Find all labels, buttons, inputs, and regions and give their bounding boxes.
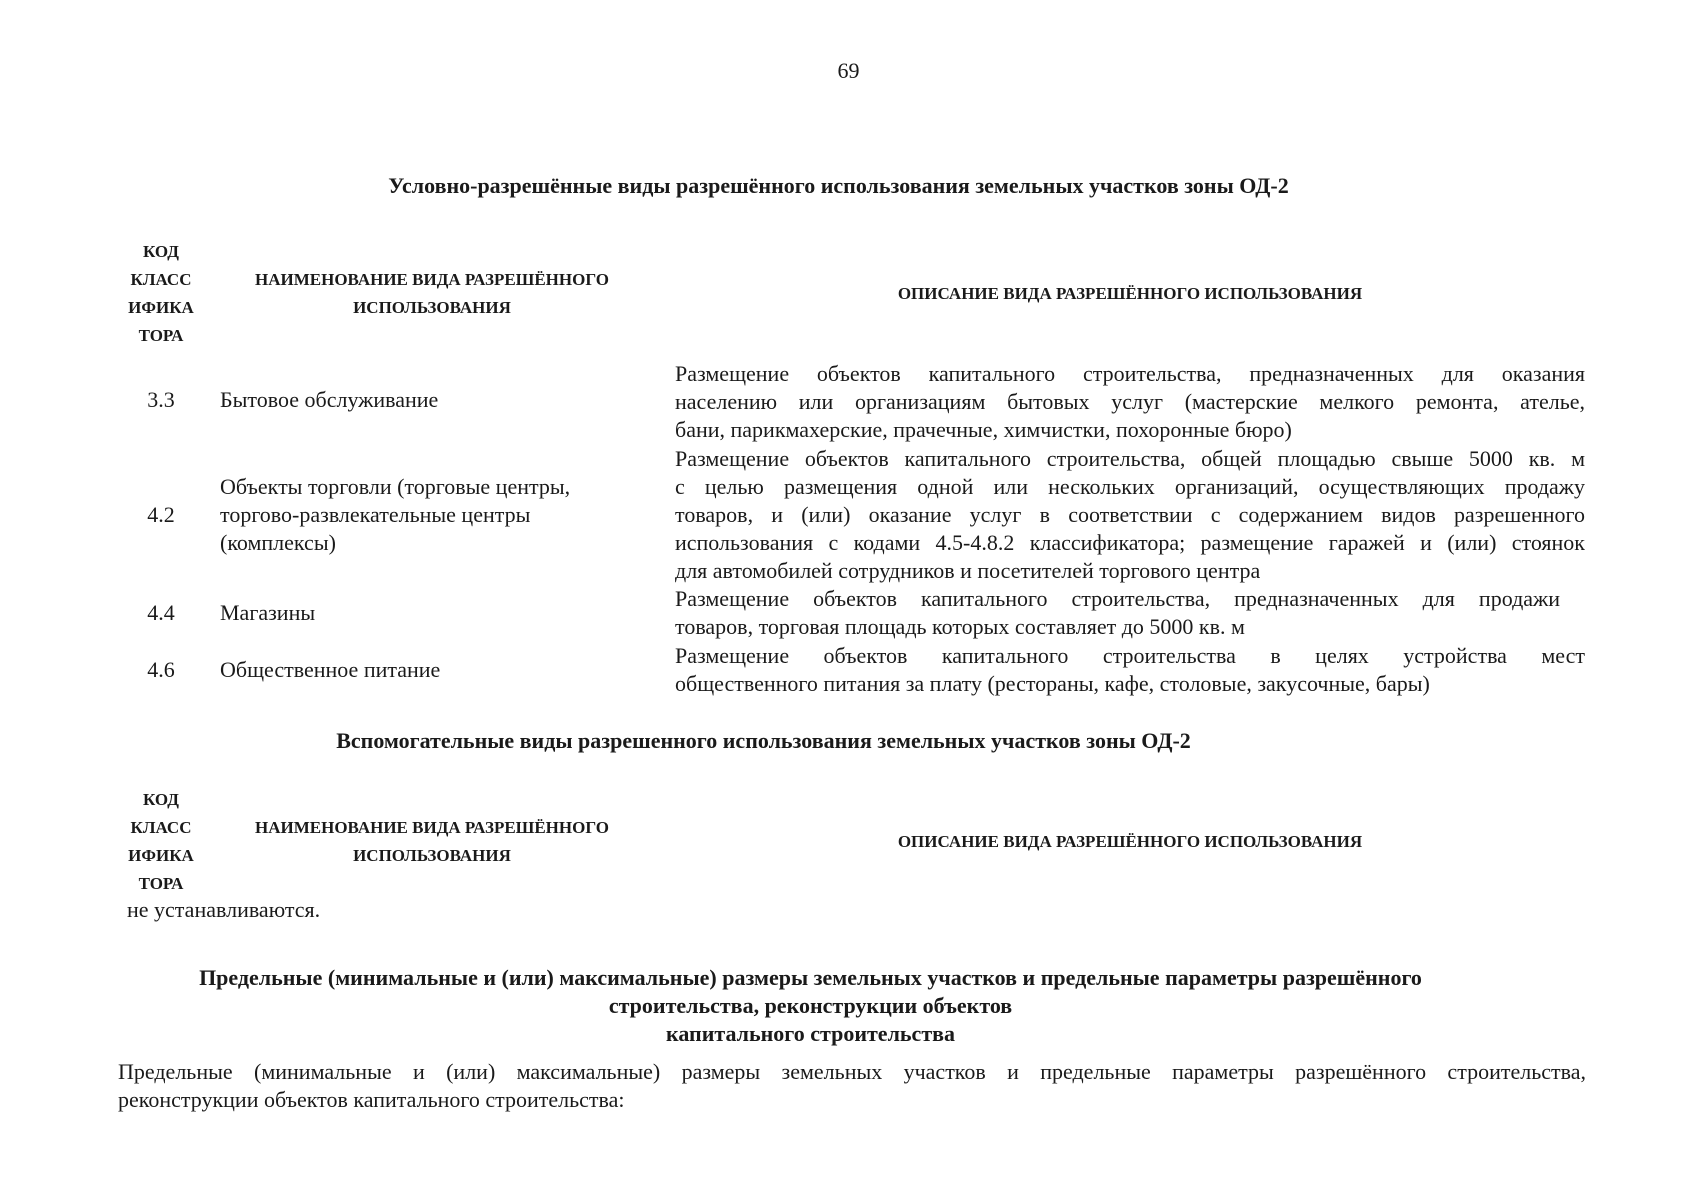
column-header-code: КОД КЛАСС ИФИКА ТОРА — [128, 242, 194, 345]
column-header-name: НАИМЕНОВАНИЕ ВИДА РАЗРЕШЁННОГО ИСПОЛЬЗОВАНИЯ — [255, 270, 609, 317]
row-description: Размещение объектов капитального строительства, предназначенных для продажи товаров, торговая площадь которых составляет до 5000 кв. м — [675, 586, 1560, 639]
column-header-description: ОПИСАНИЕ ВИДА РАЗРЕШЁННОГО ИСПОЛЬЗОВАНИЯ — [897, 284, 1363, 303]
section-title-auxiliary: Вспомогательные виды разрешенного использования земельных участков зоны ОД-2 — [336, 728, 1191, 753]
section-title-limits: Предельные (минимальные и (или) максимальные) размеры земельных участков и предельные параметры разрешённого строительства, реконструкции объектов капитального строительства — [199, 965, 1422, 1046]
column-header-name: НАИМЕНОВАНИЕ ВИДА РАЗРЕШЁННОГО ИСПОЛЬЗОВАНИЯ — [255, 818, 609, 865]
column-header-description: ОПИСАНИЕ ВИДА РАЗРЕШЁННОГО ИСПОЛЬЗОВАНИЯ — [897, 832, 1363, 851]
row-code: 4.6 — [147, 657, 175, 682]
row-code: 4.4 — [147, 600, 175, 625]
row-description: Размещение объектов капитального строительства в целях устройства мест общественного питания за плату (рестораны, кафе, столовые, закусочные, бары) — [675, 643, 1585, 696]
section-title-conditional: Условно-разрешённые виды разрешённого использования земельных участков зоны ОД-2 — [388, 173, 1289, 198]
row-code: 4.2 — [147, 502, 175, 527]
row-description: Размещение объектов капитального строительства, предназначенных для оказания населению или организациям бытовых услуг (мастерские мелкого ремонта, ателье, бани, парикмахерские, прачечные, химчистки, похоронные бюро) — [675, 361, 1585, 442]
row-name: Общественное питание — [220, 657, 441, 682]
auxiliary-note: не устанавливаются. — [127, 897, 321, 922]
page-number: 69 — [837, 58, 860, 83]
row-description: Размещение объектов капитального строительства, общей площадью свыше 5000 кв. м с целью размещения одной или нескольких организаций, осуществляющих продажу товаров, и (или) оказание услуг в соответствии с содержанием видов разрешенного использования с кодами 4.5-4.8.2 классификатора; размещение гаражей и (или) стоянок для автомобилей сотрудников и посетителей торгового центра — [675, 446, 1585, 583]
column-header-code: КОД КЛАСС ИФИКА ТОРА — [128, 790, 194, 893]
row-name: Объекты торговли (торговые центры, торгово-развлекательные центры (комплексы) — [220, 474, 571, 555]
limits-body: Предельные (минимальные и (или) максимальные) размеры земельных участков и предельные параметры разрешённого строительства, реконструкции объектов капитального строительства: — [118, 1059, 1586, 1112]
row-name: Бытовое обслуживание — [220, 387, 439, 412]
row-code: 3.3 — [147, 387, 175, 412]
row-name: Магазины — [220, 600, 316, 625]
